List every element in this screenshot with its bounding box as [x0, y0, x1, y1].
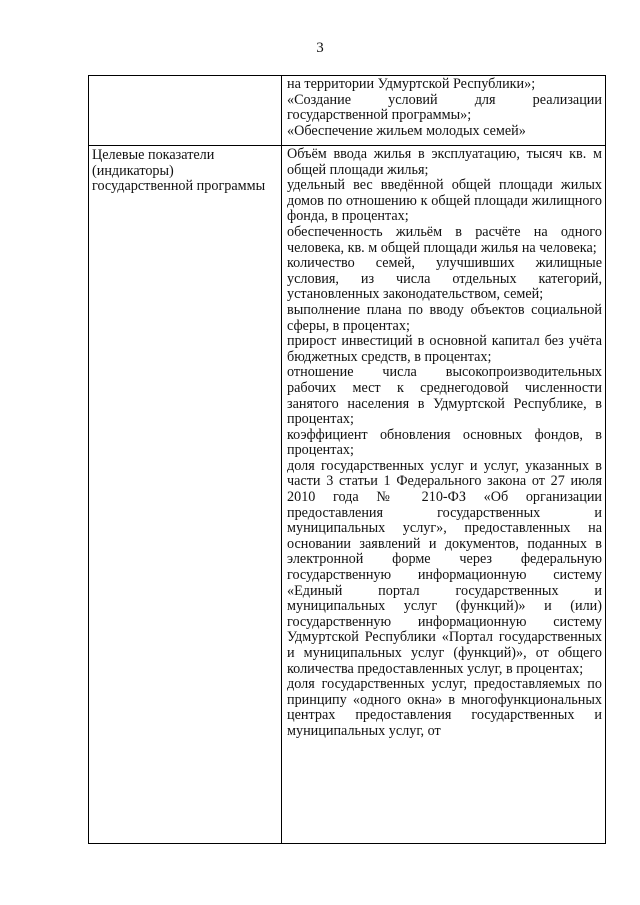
list-item: Объём ввода жилья в эксплуатацию, тысяч кв. м общей площади жилья; [287, 146, 602, 178]
table-row [89, 146, 606, 844]
list-item: прирост инвестиций в основной капитал без учёта бюджетных средств, в процентах; [287, 333, 602, 365]
list-item: доля государственных услуг и услуг, указанных в части 3 статьи 1 Федерального закона от 27 июля 2010 года № 210-ФЗ «Об организации предоставления государственных и муниципальных услуг», предоставленных на основании заявлений и документов, поданных в электронной форме через федеральную государственную информационную систему «Единый портал государственных и муниципальных услуг (функций)» и (или) государственную информационную систему Удмуртской Республики «Портал государственных и муниципальных услуг (функций)», от общего количества предоставленных услуг, в процентах; [287, 457, 602, 677]
table-row [89, 76, 606, 146]
page-number: 3 [316, 40, 324, 56]
list-item: «Создание условий для реализации государственной программы»; [287, 91, 602, 124]
list-item: отношение числа высокопроизводительных рабочих мест к среднегодовой численности занятого населения в Удмуртской Республике, в процентах; [287, 364, 602, 428]
list-item: выполнение плана по вводу объектов социальной сферы, в процентах; [287, 301, 602, 334]
list-item: «Обеспечение жильем молодых семей» [287, 122, 526, 139]
list-item: обеспеченность жильём в расчёте на одного человека, кв. м общей площади жилья на человека; [287, 223, 602, 256]
row-label-cell [89, 76, 282, 146]
list-item: на территории Удмуртской Республики»; [287, 76, 536, 92]
program-passport-table [88, 75, 606, 844]
list-item: коэффициент обновления основных фондов, в процентах; [287, 426, 602, 459]
list-item: доля государственных услуг, предоставляемых по принципу «одного окна» в многофункциональных центрах предоставления государственных и муниципальных услуг, от [287, 676, 602, 739]
list-item: удельный вес введённой общей площади жилых домов по отношению к общей площади жилищного фонда, в процентах; [287, 177, 602, 225]
row-content-cell [282, 76, 606, 146]
list-item: количество семей, улучшивших жилищные условия, из числа отдельных категорий, установленных законодательством, семей; [287, 255, 602, 303]
row-label-cell: Целевые показатели (индикаторы) государственной программы [89, 146, 282, 844]
row-content-cell [282, 146, 606, 844]
